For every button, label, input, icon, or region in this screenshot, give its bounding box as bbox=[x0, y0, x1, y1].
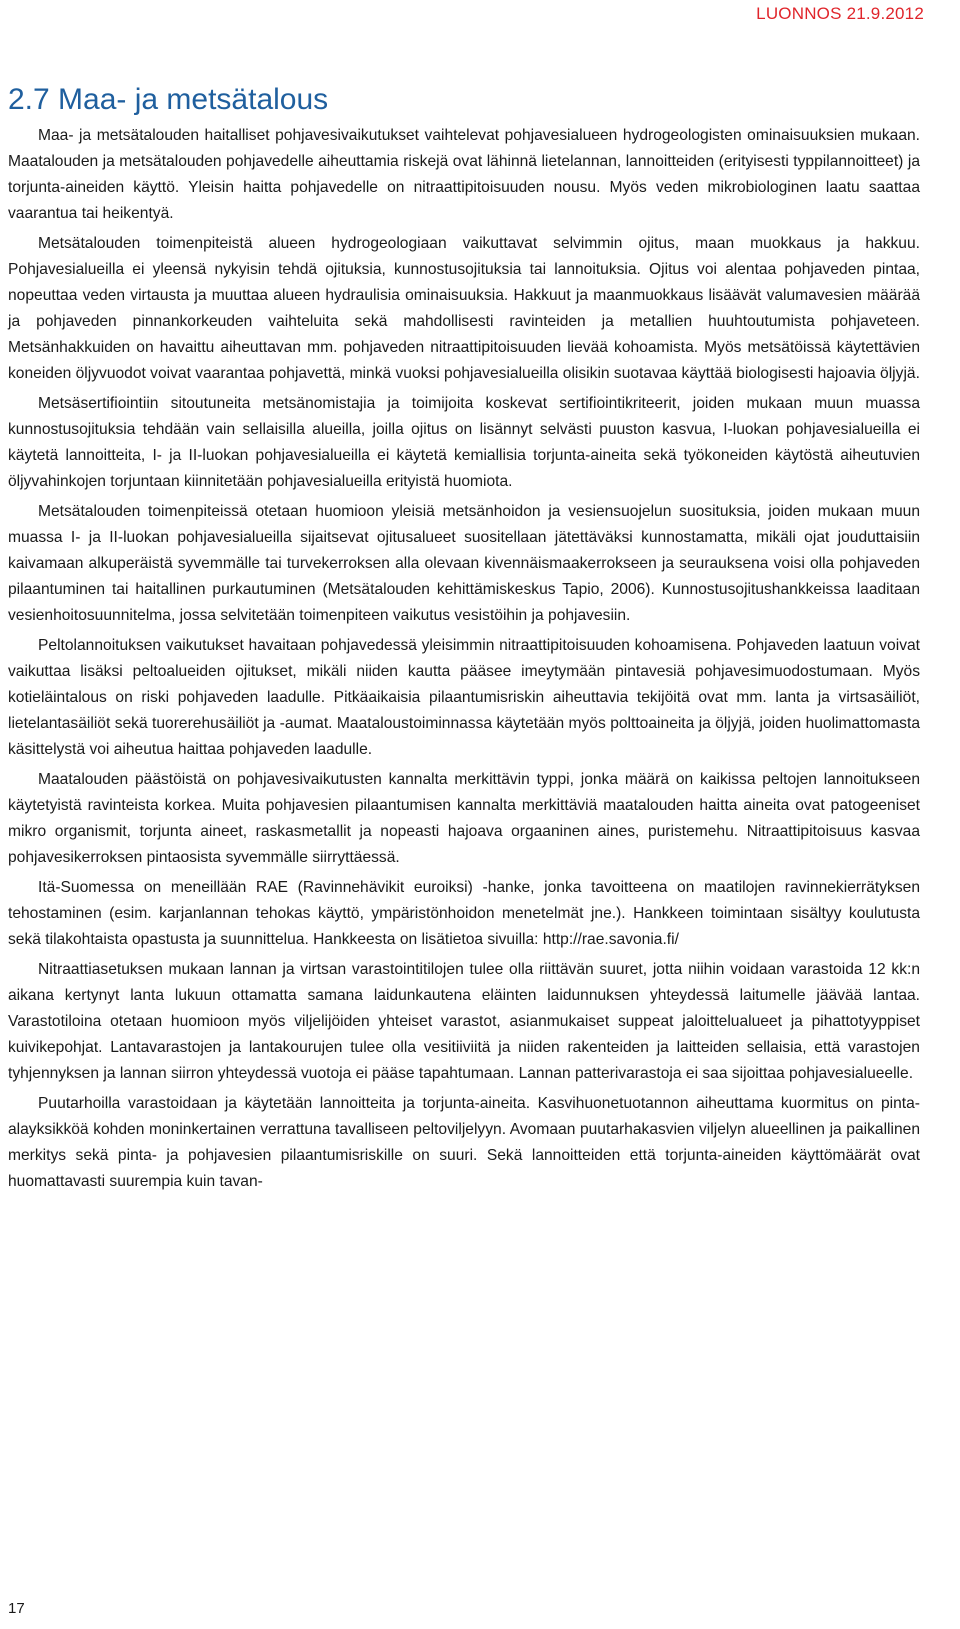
section-title: 2.7 Maa- ja metsätalous bbox=[8, 83, 329, 116]
paragraph: Itä-Suomessa on meneillään RAE (Ravinnehävikit euroiksi) -hanke, jonka tavoitteena on maatilojen ravinnekierrätyksen tehostaminen (esim. karjanlannan tehokas käyttö, ympäristönhoidon menetelmät jne.). Hankkeen toimintaan sisältyy koulutusta sekä tilakohtaista opastusta ja suunnittelua. Hankkeesta on lisätietoa sivuilla: http://rae.savonia.fi/ bbox=[8, 879, 920, 948]
draft-label: LUONNOS 21.9.2012 bbox=[756, 4, 924, 23]
paragraph: Metsäsertifiointiin sitoutuneita metsänomistajia ja toimijoita koskevat sertifiointikriteerit, joiden mukaan muun muassa kunnostusojituksia tehdään vain sellaisilla alueilla, joilla ojitus on lisännyt selvästi puuston kasvua, I-luokan pohjavesialueilla ei käytetä lannoitteita, I- ja II-luokan pohjavesialueilla ei käytetä kemiallisia torjunta-aineita sekä työkoneiden käytöstä aiheutuvien öljyvahinkojen torjuntaan kiinnitetään pohjavesialueilla erityistä huomiota. bbox=[8, 395, 920, 490]
paragraph: Peltolannoituksen vaikutukset havaitaan pohjavedessä yleisimmin nitraattipitoisuuden kohoamisena. Pohjaveden laatuun voivat vaikuttaa lisäksi peltoalueiden ojitukset, mikäli niiden kautta pääsee imeytymään pintavesiä pohjavesimuodostumaan. Myös kotieläintalous on riski pohjaveden laadulle. Pitkäaikaisia pilaantumisriskin aiheuttavia tekijöitä ovat mm. lanta ja virtsasäiliöt, lietelantasäiliöt sekä tuorerehusäiliöt ja -aumat. Maataloustoiminnassa käytetään myös polttoaineita ja öljyjä, joiden huolimattomasta käsittelystä voi aiheutua haittaa pohjaveden laadulle. bbox=[8, 637, 920, 758]
page-number: 17 bbox=[8, 1600, 25, 1617]
document-body bbox=[8, 123, 920, 1199]
paragraph: Maa- ja metsätalouden haitalliset pohjavesivaikutukset vaihtelevat pohjavesialueen hydrogeologisten ominaisuuksien mukaan. Maatalouden ja metsätalouden pohjavedelle aiheuttamia riskejä ovat lähinnä lietelannan, lannoitteiden (erityisesti typpilannoitteet) ja torjunta-aineiden käyttö. Yleisin haitta pohjavedelle on nitraattipitoisuuden nousu. Myös veden mikrobiologinen laatu saattaa vaarantua tai heikentyä. bbox=[8, 127, 920, 222]
paragraph: Puutarhoilla varastoidaan ja käytetään lannoitteita ja torjunta-aineita. Kasvihuonetuotannon aiheuttama kuormitus on pinta-alayksikköä kohden moninkertainen verrattuna tavalliseen peltoviljelyyn. Avomaan puutarhakasvien viljelyn alueellinen ja paikallinen merkitys sekä pinta- ja pohjavesien pilaantumisriskille on suuri. Sekä lannoitteiden että torjunta-aineiden käyttömäärät ovat huomattavasti suurempia kuin tavan- bbox=[8, 1095, 920, 1190]
paragraph: Metsätalouden toimenpiteissä otetaan huomioon yleisiä metsänhoidon ja vesiensuojelun suosituksia, joiden mukaan muun muassa I- ja II-luokan pohjavesialueilla sijaitsevat ojitusalueet suositellaan jätettäväksi kunnostamatta, mikäli ojat jouduttaisiin kaivamaan alkuperäistä syvemmälle tai turvekerroksen alla olevaan kivennäismaakerrokseen ja seurauksena voisi olla pohjaveden pilaantuminen tai haitallinen purkautuminen (Metsätalouden kehittämiskeskus Tapio, 2006). Kunnostusojitushankkeissa laaditaan vesienhoitosuunnitelma, jossa selvitetään toimenpiteen vaikutus vesistöihin ja pohjavesiin. bbox=[8, 503, 920, 624]
paragraph: Nitraattiasetuksen mukaan lannan ja virtsan varastointitilojen tulee olla riittävän suuret, jotta niihin voidaan varastoida 12 kk:n aikana kertynyt lanta lukuun ottamatta samana laidunkautena eläinten laidunnuksen yhteydessä laitumelle jäävää lantaa. Varastotiloina otetaan huomioon myös viljelijöiden yhteiset varastot, asianmukaiset suppeat jaloittelualueet ja pihattotyyppiset kuivikepohjat. Lantavarastojen ja lantakourujen tulee olla vesitiiviitä ja niiden rakenteiden ja laitteiden sellaisia, että varastojen tyhjennyksen ja lannan siirron yhteydessä vuotoja ei pääse tapahtumaan. Lannan patterivarastoja ei saa sijoittaa pohjavesialueelle. bbox=[8, 961, 920, 1082]
paragraph: Maatalouden päästöistä on pohjavesivaikutusten kannalta merkittävin typpi, jonka määrä on kaikissa peltojen lannoitukseen käytetyistä ravinteista korkea. Muita pohjavesien pilaantumisen kannalta merkittäviä maatalouden haitta aineita ovat patogeeniset mikro organismit, torjunta aineet, raskasmetallit ja nopeasti hajoava orgaaninen aines, puristemehu. Nitraattipitoisuus kasvaa pohjavesikerroksen pintaosista syvemmälle siirryttäessä. bbox=[8, 771, 920, 866]
paragraph: Metsätalouden toimenpiteistä alueen hydrogeologiaan vaikuttavat selvimmin ojitus, maan muokkaus ja hakkuu. Pohjavesialueilla ei yleensä nykyisin tehdä ojituksia, kunnostusojituksia tai lannoituksia. Ojitus voi alentaa pohjaveden pintaa, nopeuttaa veden virtausta ja muuttaa alueen hydraulisia ominaisuuksia. Hakkuut ja maanmuokkaus lisäävät valumavesien määrää ja pohjaveden pinnankorkeuden vaihteluita sekä mahdollisesti ravinteiden ja metallien huuhtoutumista pohjaveteen. Metsänhakkuiden on havaittu aiheuttavan mm. pohjaveden nitraattipitoisuuden lievää kohoamista. Myös metsätöissä käytettävien koneiden öljyvuodot voivat vaarantaa pohjavettä, minkä vuoksi pohjavesialueilla olisikin suotavaa käyttää biologisesti hajoavia öljyjä. bbox=[8, 235, 920, 382]
